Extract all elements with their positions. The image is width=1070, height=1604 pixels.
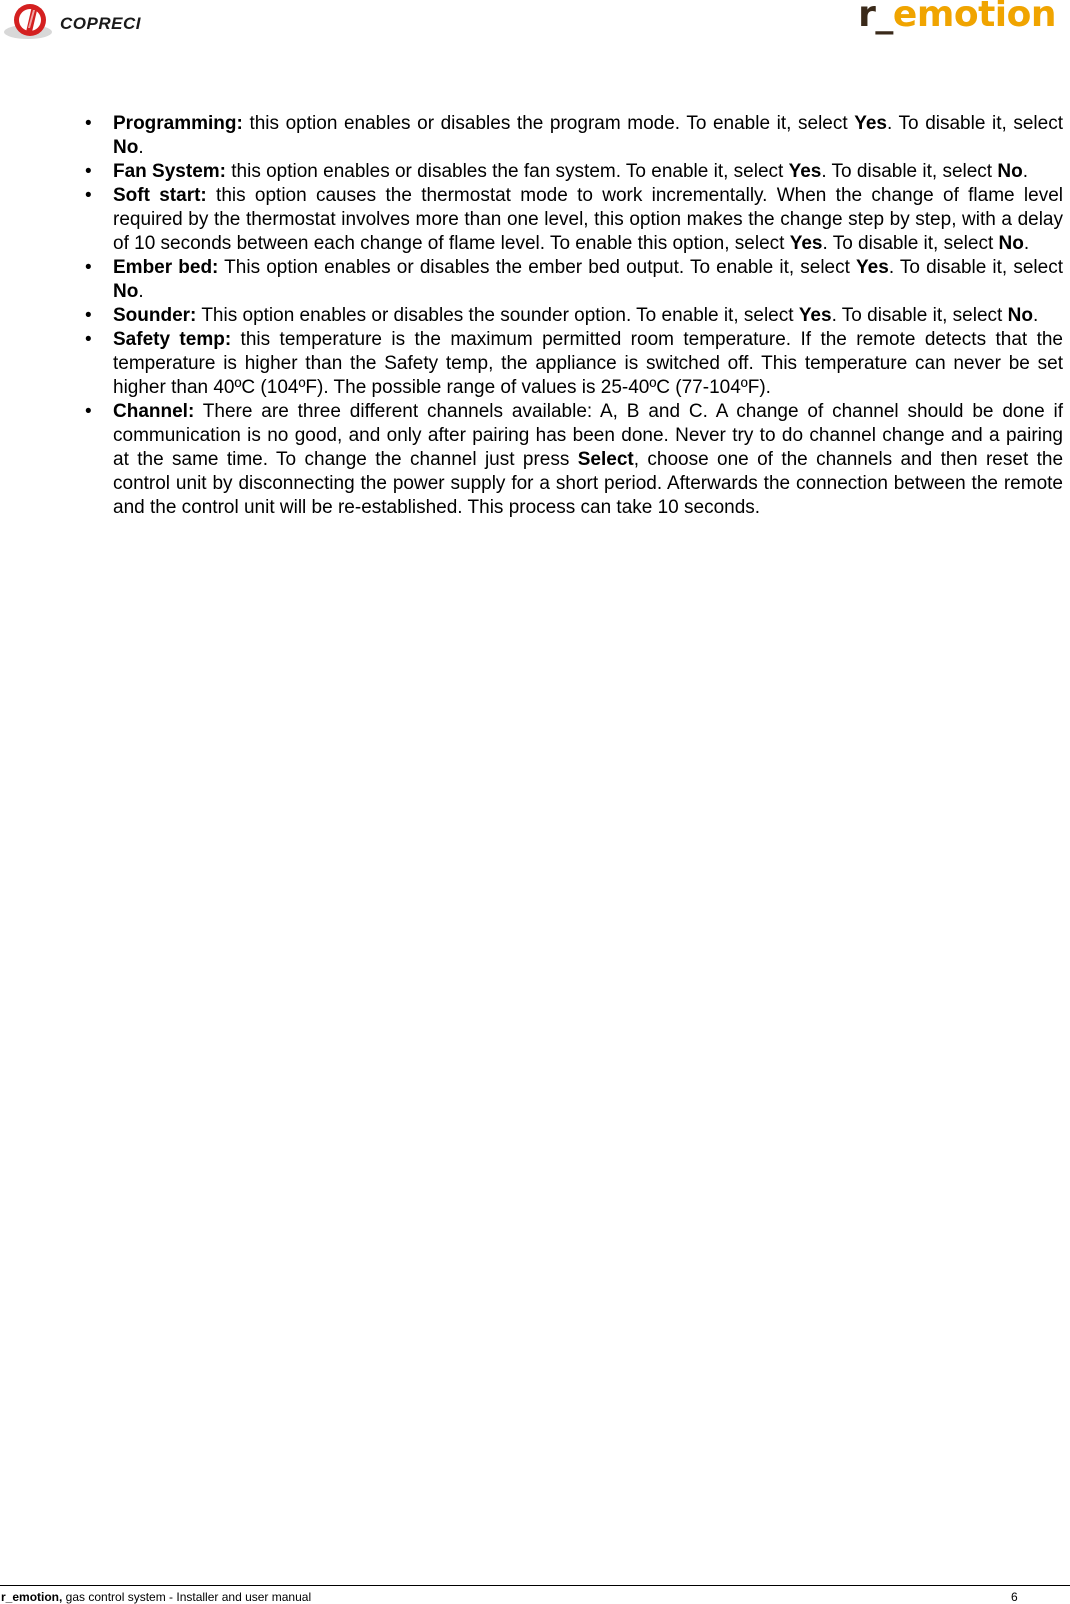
item-text: Yes — [789, 233, 823, 254]
list-item-channel — [80, 400, 1063, 520]
list-item-sounder — [80, 304, 1063, 328]
footer-title-bold: r_emotion, — [1, 1590, 63, 1604]
item-text: . — [1022, 161, 1028, 182]
bullet-icon: • — [85, 329, 92, 350]
item-text: . To disable it, select — [888, 257, 1063, 278]
item-text: . — [138, 281, 144, 302]
item-text: Yes — [788, 161, 822, 182]
item-text: No — [113, 137, 139, 158]
footer-title-rest: gas control system - Installer and user manual — [62, 1590, 312, 1604]
item-term: Sounder: — [113, 305, 197, 326]
list-item-fan-system — [80, 160, 1063, 184]
item-text: No — [1007, 305, 1033, 326]
item-text: This option enables or disables the ember bed output. To enable it, select — [218, 257, 857, 278]
item-text: this option enables or disables the program mode. To enable it, select — [242, 113, 855, 134]
options-list — [80, 112, 1063, 520]
bullet-icon: • — [85, 305, 92, 326]
copreci-flame-icon — [2, 2, 62, 44]
item-text: No — [997, 161, 1023, 182]
logo-separator: _ — [875, 0, 893, 35]
item-text: this option causes the thermostat mode to work incrementally. When the change of flame level required by the thermostat involves more than one level, this option makes the change step by step, with a delay of 10 seconds between each change of flame level. To enable this option, select — [113, 185, 1063, 254]
item-text: . To disable it, select — [821, 161, 998, 182]
footer-title — [1, 1590, 311, 1604]
item-text: . To disable it, select — [887, 113, 1063, 134]
item-text: this temperature is the maximum permitted room temperature. If the remote detects that the temperature is higher than the Safety temp, the appliance is switched off. This temperature can never be set higher than 40ºC (104ºF). The possible range of values is 25-40ºC (77-104ºF). — [113, 329, 1063, 398]
item-term: Safety temp: — [113, 329, 232, 350]
page-header — [0, 0, 1070, 60]
item-text: Select — [577, 449, 634, 470]
copreci-wordmark: COPRECI — [60, 14, 141, 33]
list-item-programming — [80, 112, 1063, 160]
bullet-icon: • — [85, 185, 92, 206]
item-text: this option enables or disables the fan system. To enable it, select — [225, 161, 789, 182]
logo-suffix: emotion — [892, 0, 1056, 35]
footer-divider — [0, 1585, 1070, 1586]
item-term: Fan System: — [113, 161, 226, 182]
list-item-soft-start — [80, 184, 1063, 256]
item-term: Ember bed: — [113, 257, 219, 278]
logo-prefix: r — [858, 0, 876, 35]
bullet-icon: • — [85, 161, 92, 182]
bullet-icon: • — [85, 113, 92, 134]
bullet-icon: • — [85, 401, 92, 422]
list-item-ember-bed — [80, 256, 1063, 304]
item-term: Soft start: — [113, 185, 207, 206]
item-text: This option enables or disables the sounder option. To enable it, select — [196, 305, 799, 326]
copreci-logo — [2, 2, 152, 44]
item-text: No — [998, 233, 1024, 254]
list-item-safety-temp — [80, 328, 1063, 400]
item-text: Yes — [854, 113, 887, 134]
bullet-icon: • — [85, 257, 92, 278]
item-term: Programming: — [113, 113, 243, 134]
item-text: . — [1023, 233, 1030, 254]
item-text: Yes — [798, 305, 832, 326]
item-text: There are three different channels available: A, B and C. A change of channel should be done if communication is no good, and only after pairing has been done. Never try to do channel change and a pairing at the same time. To change the channel just press — [113, 401, 1063, 470]
item-text: . To disable it, select — [831, 305, 1008, 326]
page-number: 6 — [1011, 1590, 1018, 1604]
item-text: Yes — [856, 257, 889, 278]
item-text: No — [113, 281, 139, 302]
document-body — [80, 112, 1063, 520]
item-text: , choose one of the channels and then reset the control unit by disconnecting the power supply for a short period. Afterwards the connection between the remote and the control unit will be re-established. This process can take 10 seconds. — [113, 449, 1064, 518]
r-emotion-logo — [858, 0, 1056, 35]
item-text: . — [1032, 305, 1039, 326]
item-term: Channel: — [113, 401, 195, 422]
item-text: . — [138, 137, 144, 158]
item-text: . To disable it, select — [822, 233, 999, 254]
